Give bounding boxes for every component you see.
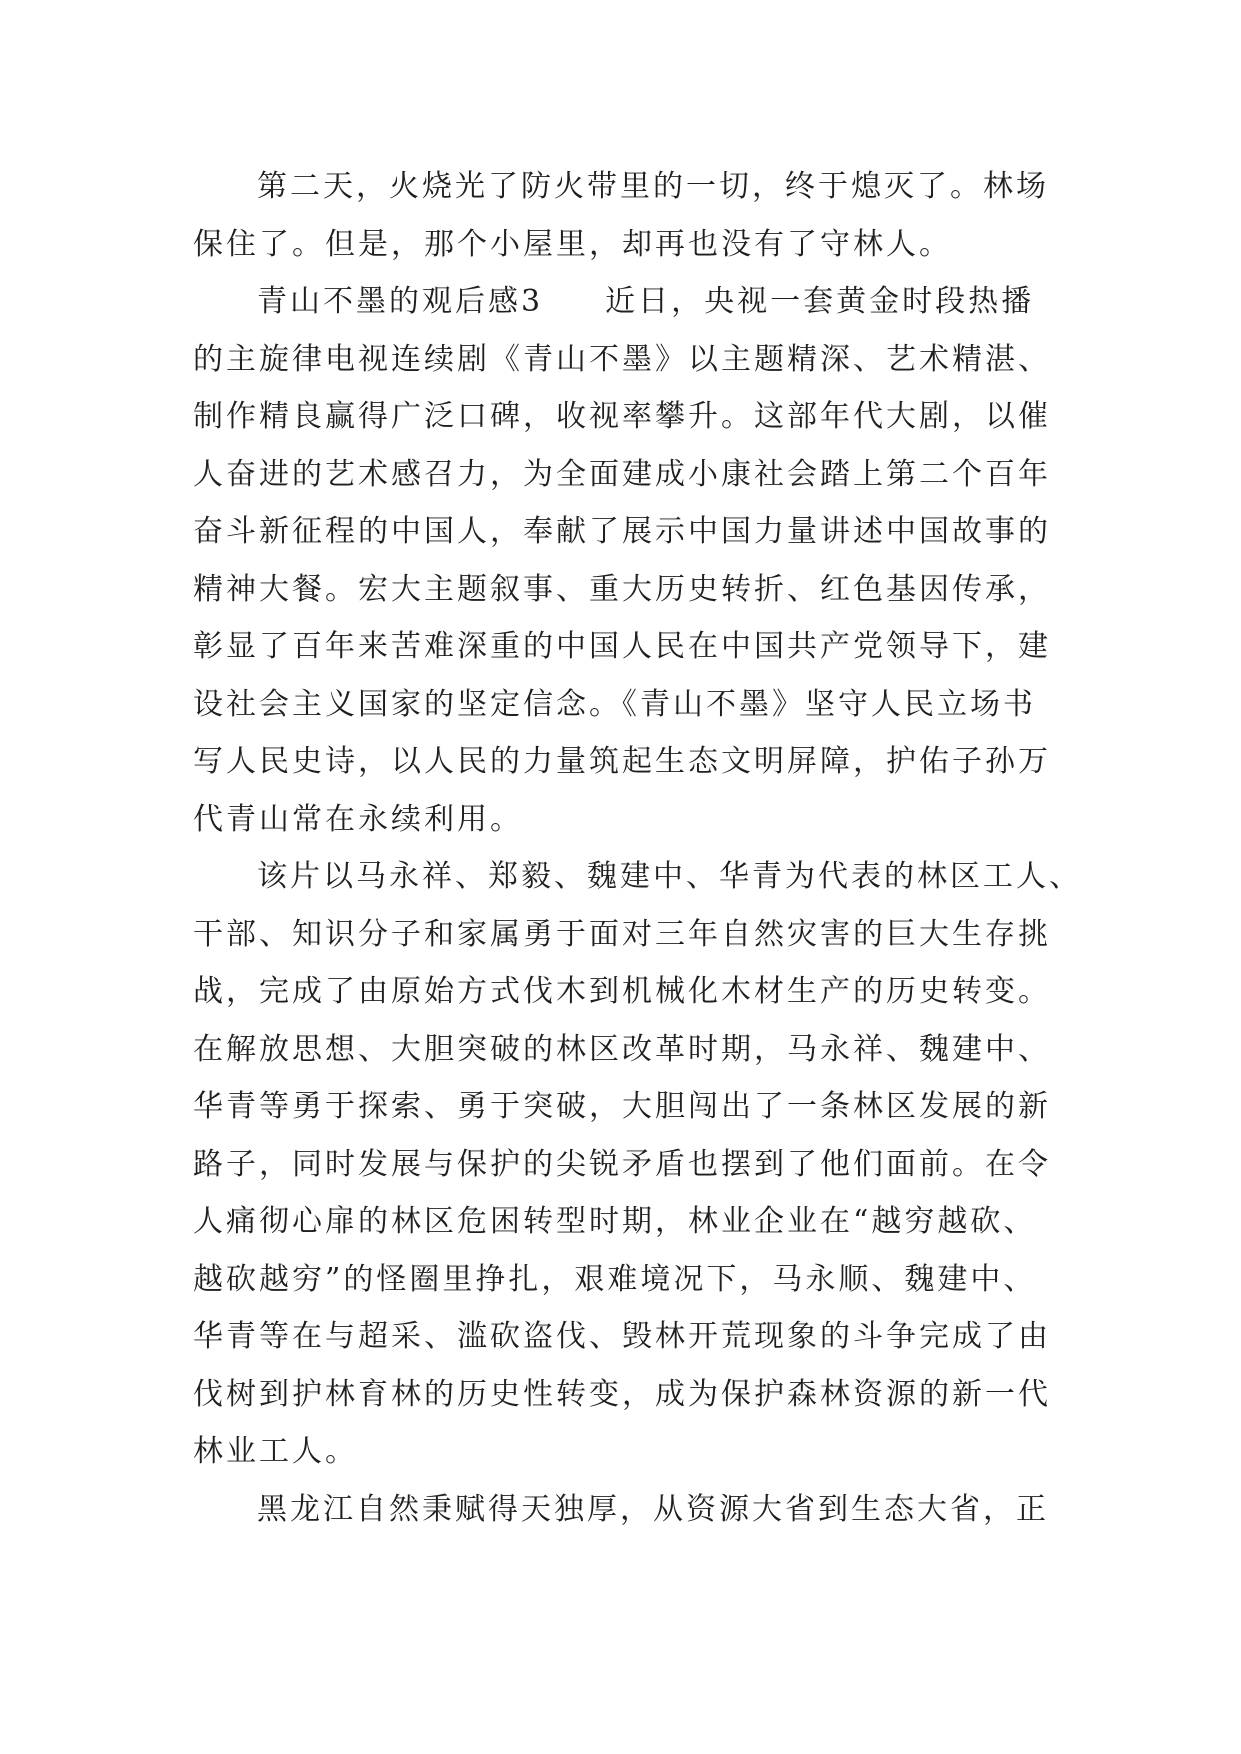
text-line: 奋斗新征程的中国人，奉献了展示中国力量讲述中国故事的 (193, 514, 1051, 549)
text-line: 黑龙江自然秉赋得天独厚，从资源大省到生态大省，正 (257, 1491, 1049, 1527)
text-line: 人痛彻心扉的林区危困转型时期，林业企业在“越穷越砍、 (193, 1204, 1037, 1239)
text-line: 写人民史诗，以人民的力量筑起生态文明屏障，护佑子孙万 (193, 744, 1051, 779)
text-line: 伐树到护林育林的历史性转变，成为保护森林资源的新一代 (193, 1376, 1051, 1412)
text-line: 的主旋律电视连续剧《青山不墨》以主题精深、艺术精湛、 (193, 341, 1051, 377)
text-line: 设社会主义国家的坚定信念。《青山不墨》坚守人民立场书 (193, 686, 1036, 722)
text-line: 战，完成了由原始方式伐木到机械化木材生产的历史转变。 (193, 974, 1051, 1009)
section-heading: 青山不墨的观后感3 (257, 284, 544, 319)
text-line: 林业工人。 (193, 1434, 358, 1469)
text-line: 保住了。但是，那个小屋里，却再也没有了守林人。 (193, 226, 952, 262)
text-line: 人奋进的艺术感召力，为全面建成小康社会踏上第二个百年 (193, 456, 1051, 492)
text-line: 在解放思想、大胆突破的林区改革时期，马永祥、魏建中、 (193, 1031, 1051, 1067)
text-line-fragment: 近日，央视一套黄金时段热播 (605, 284, 1035, 319)
text-line: 华青等勇于探索、勇于突破，大胆闯出了一条林区发展的新 (193, 1089, 1051, 1124)
text-line: 精神大餐。宏大主题叙事、重大历史转折、红色基因传承， (193, 571, 1051, 607)
text-line: 干部、知识分子和家属勇于面对三年自然灾害的巨大生存挑 (193, 916, 1051, 952)
text-line: 该片以马永祥、郑毅、魏建中、华青为代表的林区工人、 (257, 859, 1082, 894)
text-line (193, 273, 1053, 331)
text-line: 越砍越穷”的怪圈里挣扎，艰难境况下，马永顺、魏建中、 (193, 1261, 1037, 1297)
text-line: 制作精良赢得广泛口碑，收视率攀升。这部年代大剧，以催 (193, 399, 1051, 434)
text-line: 第二天，火烧光了防火带里的一切，终于熄灭了。林场 (257, 169, 1049, 204)
text-line: 华青等在与超采、滥砍盗伐、毁林开荒现象的斗争完成了由 (193, 1319, 1051, 1354)
text-line: 代青山常在永续利用。 (193, 801, 523, 837)
text-line: 彰显了百年来苦难深重的中国人民在中国共产党领导下，建 (193, 629, 1051, 664)
document-body (193, 158, 1082, 1538)
text-line: 路子，同时发展与保护的尖锐矛盾也摆到了他们面前。在令 (193, 1146, 1051, 1182)
